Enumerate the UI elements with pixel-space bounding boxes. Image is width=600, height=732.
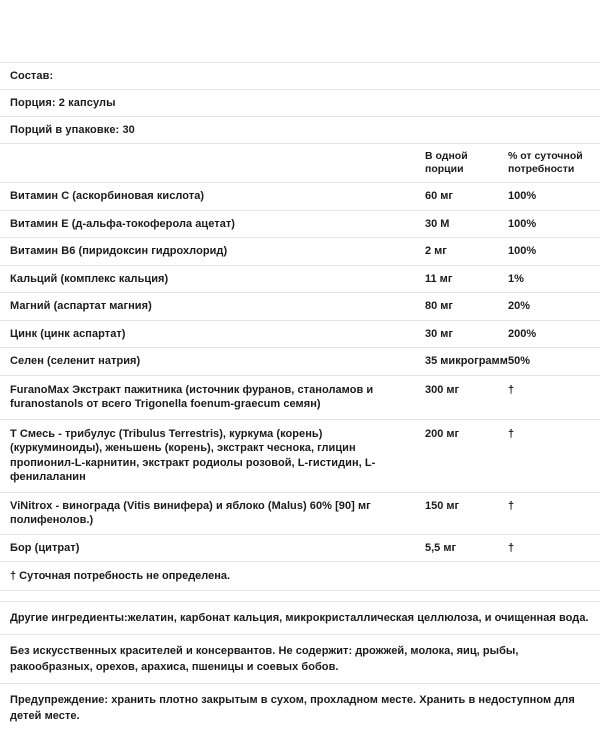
ingredient-amount: 35 микрограмм xyxy=(415,348,498,376)
table-row xyxy=(0,348,600,376)
other-ingredients-note: Другие ингредиенты:желатин, карбонат кальция, микрокристаллическая целлюлоза, и очищенная вода. xyxy=(0,602,600,635)
supplement-facts-table xyxy=(0,144,600,562)
ingredient-daily-value: † xyxy=(498,375,600,419)
table-header-row xyxy=(0,144,600,183)
ingredient-daily-value: 100% xyxy=(498,238,600,266)
ingredient-daily-value: † xyxy=(498,534,600,562)
table-row xyxy=(0,210,600,238)
ingredient-name: Селен (селенит натрия) xyxy=(0,348,415,376)
ingredient-daily-value: 1% xyxy=(498,265,600,293)
ingredient-name: FuranoMax Экстракт пажитника (источник фуранов, станоламов и furanostanols от всего Trigonella foenum-graecum семян) xyxy=(0,375,415,419)
ingredient-amount: 60 мг xyxy=(415,183,498,211)
ingredient-amount: 80 мг xyxy=(415,293,498,321)
table-row xyxy=(0,293,600,321)
ingredient-amount: 30 М xyxy=(415,210,498,238)
free-from-note: Без искусственных красителей и консервантов. Не содержит: дрожжей, молока, яиц, рыбы, ракообразных, орехов, арахиса, пшеницы и соевых бобов. xyxy=(0,635,600,684)
ingredient-daily-value: 100% xyxy=(498,183,600,211)
ingredient-name: Витамин Е (д-альфа-токоферола ацетат) xyxy=(0,210,415,238)
table-row xyxy=(0,183,600,211)
ingredient-daily-value: † xyxy=(498,492,600,534)
column-header-daily-value: % от суточной потребности xyxy=(498,144,600,183)
ingredient-daily-value: 50% xyxy=(498,348,600,376)
ingredient-name: Бор (цитрат) xyxy=(0,534,415,562)
ingredient-name: Цинк (цинк аспартат) xyxy=(0,320,415,348)
ingredient-amount: 30 мг xyxy=(415,320,498,348)
column-header-amount: В одной порции xyxy=(415,144,498,183)
table-row xyxy=(0,419,600,492)
table-row xyxy=(0,238,600,266)
ingredient-name: ViNitrox - винограда (Vitis винифера) и яблоко (Malus) 60% [90] мг полифенолов.) xyxy=(0,492,415,534)
ingredient-daily-value: † xyxy=(498,419,600,492)
ingredient-daily-value: 100% xyxy=(498,210,600,238)
table-row xyxy=(0,375,600,419)
ingredient-amount: 2 мг xyxy=(415,238,498,266)
table-row xyxy=(0,320,600,348)
composition-title: Состав: xyxy=(10,70,54,82)
ingredient-amount: 11 мг xyxy=(415,265,498,293)
servings-per-container: Порций в упаковке: 30 xyxy=(10,124,135,136)
table-row xyxy=(0,492,600,534)
table-header xyxy=(0,144,600,183)
ingredient-amount: 5,5 мг xyxy=(415,534,498,562)
ingredient-name: Витамин C (аскорбиновая кислота) xyxy=(0,183,415,211)
ingredient-daily-value: 200% xyxy=(498,320,600,348)
ingredient-amount: 300 мг xyxy=(415,375,498,419)
ingredient-name: Магний (аспартат магния) xyxy=(0,293,415,321)
ingredient-name: Витамин В6 (пиридоксин гидрохлорид) xyxy=(0,238,415,266)
top-spacer xyxy=(0,0,600,62)
ingredient-amount: 150 мг xyxy=(415,492,498,534)
column-header-name xyxy=(0,144,415,183)
table-row xyxy=(0,265,600,293)
ingredient-daily-value: 20% xyxy=(498,293,600,321)
serving-size: Порция: 2 капсулы xyxy=(10,97,116,109)
ingredient-amount: 200 мг xyxy=(415,419,498,492)
table-row xyxy=(0,534,600,562)
warning-note: Предупреждение: хранить плотно закрытым в сухом, прохладном месте. Хранить в недоступном для детей месте. xyxy=(10,694,575,722)
ingredient-name: T Смесь - трибулус (Tribulus Terrestris), куркума (корень) (куркуминоиды), женьшень (корень), экстракт чеснока, глицин пропионил-L-карнитин, экстракт родиолы розовой, L-гистидин, L-фенилаланин xyxy=(0,419,415,492)
table-body xyxy=(0,183,600,562)
ingredient-name: Кальций (комплекс кальция) xyxy=(0,265,415,293)
daily-value-footnote: † Суточная потребность не определена. xyxy=(0,562,600,591)
